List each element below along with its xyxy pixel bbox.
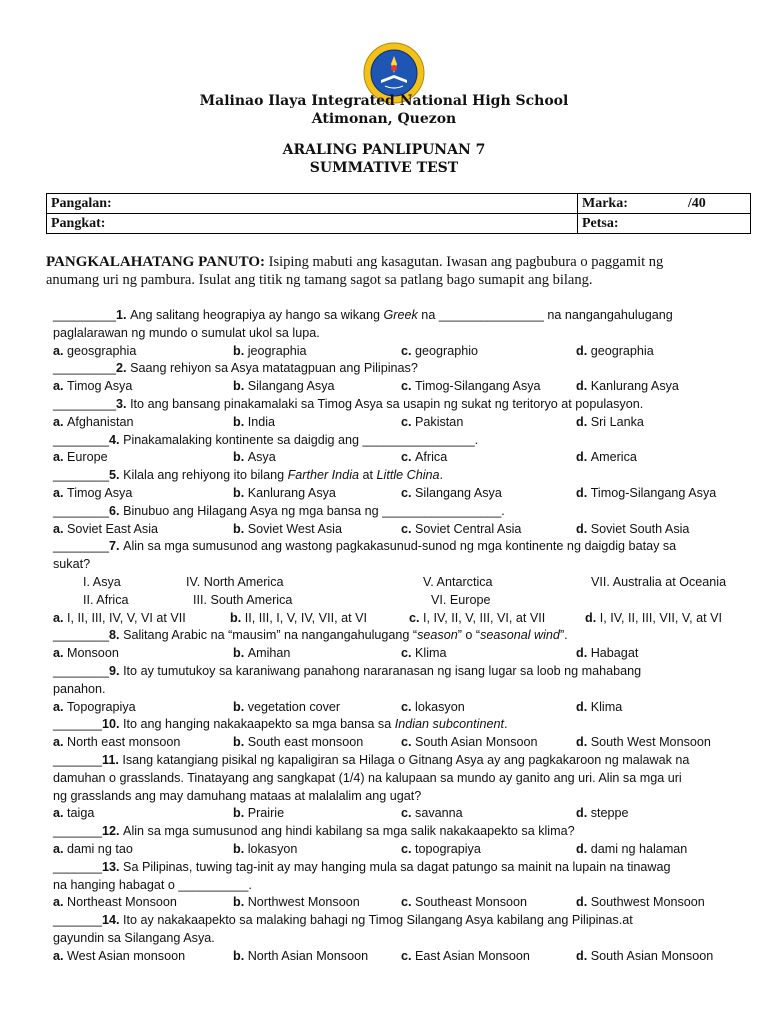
question-number: 12. (102, 824, 124, 839)
question-number: 9. (109, 664, 124, 678)
date-field[interactable]: Petsa: (578, 214, 751, 234)
section-field[interactable]: Pangkat: (47, 214, 578, 234)
continent-item: VI. Europe (431, 592, 491, 607)
question-number: 2. (116, 361, 131, 376)
question-12-text: _______12. Alin sa mga sumusunod ang hindi kabilang sa mga salik nakakaapekto sa klima? (53, 824, 575, 839)
answer-blank[interactable]: _______ (53, 824, 103, 839)
question-number: 7. (109, 539, 124, 554)
continent-item: I. Asya (83, 575, 121, 589)
option-d[interactable]: d. Habagat (576, 646, 639, 661)
question-1-text: paglalarawan ng mundo o sumulat ukol sa lupa. (53, 325, 320, 340)
option-b[interactable]: b. South east monsoon (233, 735, 364, 750)
option-d[interactable]: d. steppe (576, 806, 629, 821)
test-title: SUMMATIVE TEST (309, 160, 459, 176)
question-9-text: panahon. (53, 681, 106, 696)
question-number: 14. (102, 913, 124, 928)
answer-blank[interactable]: ________ (53, 432, 110, 447)
continent-item: IV. North America (186, 575, 284, 589)
option-a[interactable]: a. Northeast Monsoon (53, 895, 177, 910)
option-b[interactable]: b. Kanlurang Asya (233, 486, 336, 500)
option-d[interactable]: d. Kanlurang Asya (576, 379, 679, 394)
option-c[interactable]: c. Klima (401, 646, 447, 661)
option-b[interactable]: b. Soviet West Asia (233, 521, 342, 536)
option-b[interactable]: b. India (233, 414, 276, 429)
answer-blank[interactable]: _________ (53, 308, 117, 322)
option-d[interactable]: d. dami ng halaman (576, 842, 688, 856)
option-d[interactable]: d. South Asian Monsoon (576, 948, 714, 963)
general-directions: PANGKALAHATANG PANUTO: Isiping mabuti ang kasagutan. Iwasan ang pagbubura o paggamit ng anumang uri ng pambura. Isulat ang titik ng tamang sagot sa patlang bago sumapit ang bilang. (46, 254, 664, 288)
student-info-table (46, 193, 751, 234)
question-11-text: ng grasslands ang may damuhang mataas at malalalim ang ugat? (53, 788, 422, 803)
option-d[interactable]: d. Soviet South Asia (576, 521, 690, 536)
answer-blank[interactable]: ________ (53, 539, 110, 554)
option-a[interactable]: a. I, II, III, IV, V, VI at VII (53, 610, 186, 625)
question-number: 6. (109, 503, 124, 518)
option-c[interactable]: c. Southeast Monsoon (401, 895, 528, 910)
option-b[interactable]: b. vegetation cover (233, 699, 341, 714)
option-b[interactable]: b. Prairie (233, 806, 285, 821)
answer-blank[interactable]: _______ (53, 859, 103, 874)
option-d[interactable]: d. Southwest Monsoon (576, 895, 705, 910)
option-c[interactable]: c. topograpiya (401, 842, 481, 856)
question-number: 1. (116, 308, 131, 322)
option-c[interactable]: c. South Asian Monsoon (401, 735, 538, 750)
option-c[interactable]: c. Africa (401, 450, 448, 465)
question-number: 8. (109, 628, 124, 643)
question-1-text: _________1. Ang salitang heograpiya ay hango sa wikang Greek na _______________ na nangangahulugang (53, 308, 673, 322)
option-a[interactable]: a. dami ng tao (53, 842, 133, 856)
question-14-text: gayundin sa Silangang Asya. (53, 931, 215, 945)
option-b[interactable]: b. jeographia (233, 343, 307, 358)
option-b[interactable]: b. North Asian Monsoon (233, 948, 369, 963)
option-d[interactable]: d. Klima (576, 699, 623, 714)
answer-blank[interactable]: _______ (53, 753, 103, 767)
option-c[interactable]: c. East Asian Monsoon (401, 948, 530, 963)
answer-blank[interactable]: ________ (53, 468, 110, 483)
question-7-text: ________7. Alin sa mga sumusunod ang wastong pagkakasunud-sunod ng mga kontinente ng daigdig batay sa (53, 539, 677, 554)
option-c[interactable]: c. I, IV, II, V, III, VI, at VII (409, 610, 546, 625)
option-d[interactable]: d. America (576, 450, 637, 465)
question-11-text: damuhan o grasslands. Tinatayang ang sangkapat (1/4) na kalupaan sa mundo ay ganito ang uri. Alin sa mga uri (53, 770, 682, 785)
option-c[interactable]: c. Timog-Silangang Asya (401, 379, 541, 394)
option-c[interactable]: c. Silangang Asya (401, 486, 502, 500)
answer-blank[interactable]: ________ (53, 628, 110, 643)
option-b[interactable]: b. lokasyon (233, 842, 298, 856)
option-b[interactable]: b. Northwest Monsoon (233, 895, 360, 910)
answer-blank[interactable]: _______ (53, 913, 103, 928)
option-a[interactable]: a. taiga (53, 806, 95, 821)
question-3-text: _________3. Ito ang bansang pinakamalaki sa Timog Asya sa usapin ng sukat ng teritoryo at populasyon. (53, 397, 644, 411)
answer-blank[interactable]: _______ (53, 717, 103, 732)
question-2-text: _________2. Saang rehiyon sa Asya matatagpuan ang Pilipinas? (53, 361, 418, 376)
continent-item: V. Antarctica (423, 575, 493, 589)
option-c[interactable]: c. geographio (401, 343, 479, 358)
option-c[interactable]: c. Soviet Central Asia (401, 521, 522, 536)
option-a[interactable]: a. geosgraphia (53, 343, 137, 358)
option-b[interactable]: b. Asya (233, 450, 276, 465)
option-a[interactable]: a. Timog Asya (53, 379, 133, 394)
option-b[interactable]: b. II, III, I, V, IV, VII, at VI (230, 610, 367, 625)
option-b[interactable]: b. Silangang Asya (233, 379, 335, 394)
option-c[interactable]: c. Pakistan (401, 414, 464, 429)
question-11-text: _______11. Isang katangiang pisikal ng kapaligiran sa Hilaga o Gitnang Asya ay ang pagkakaroon ng malawak na (53, 753, 690, 767)
question-number: 13. (102, 859, 124, 874)
question-14-text: _______14. Ito ay nakakaapekto sa malaking bahagi ng Timog Silangang Asya kabilang ang Pilipinas.at (53, 913, 633, 928)
option-d[interactable]: d. South West Monsoon (576, 735, 711, 750)
continent-item: III. South America (193, 592, 293, 607)
question-5-text: ________5. Kilala ang rehiyong ito bilang Farther India at Little China. (53, 468, 444, 483)
question-7-text: sukat? (53, 557, 91, 572)
question-number: 11. (102, 753, 123, 767)
option-a[interactable]: a. Monsoon (53, 646, 119, 661)
question-6-text: ________6. Binubuo ang Hilagang Asya ng mga bansa ng _________________. (53, 503, 505, 518)
school-location: Atimonan, Quezon (311, 111, 457, 127)
question-number: 10. (102, 717, 124, 732)
option-b[interactable]: b. Amihan (233, 646, 291, 661)
answer-blank[interactable]: ________ (53, 503, 110, 518)
name-field[interactable]: Pangalan: (47, 194, 578, 214)
option-a[interactable]: a. Europe (53, 450, 108, 465)
option-d[interactable]: d. geographia (576, 343, 654, 358)
option-d[interactable]: d. I, IV, II, III, VII, V, at VI (585, 610, 722, 625)
school-name: Malinao Ilaya Integrated National High School (199, 93, 569, 109)
question-number: 3. (116, 397, 131, 411)
option-a[interactable]: a. Topograpiya (53, 699, 136, 714)
question-number: 4. (109, 432, 124, 447)
question-10-text: _______10. Ito ang hanging nakakaapekto sa mga bansa sa Indian subcontinent. (53, 717, 508, 732)
answer-blank[interactable]: _________ (53, 397, 117, 411)
option-a[interactable]: a. Afghanistan (53, 414, 134, 429)
option-c[interactable]: c. savanna (401, 806, 463, 821)
question-number: 5. (109, 468, 124, 483)
option-d[interactable]: d. Timog-Silangang Asya (576, 486, 717, 500)
question-13-text: na hanging habagat o __________. (53, 877, 252, 892)
question-8-text: ________8. Salitang Arabic na “mausim” na nangangahulugang “season” o “seasonal wind”. (53, 628, 568, 643)
question-9-text: ________9. Ito ay tumutukoy sa karaniwang panahong nararanasan ng isang lugar sa loob ng mahabang (53, 664, 642, 678)
option-a[interactable]: a. West Asian monsoon (53, 948, 186, 963)
answer-blank[interactable]: ________ (53, 664, 110, 678)
question-4-text: ________4. Pinakamalaking kontinente sa daigdig ang ________________. (53, 432, 479, 447)
option-a[interactable]: a. Soviet East Asia (53, 521, 159, 536)
continent-item: II. Africa (83, 592, 129, 607)
subject-title: ARALING PANLIPUNAN 7 (282, 142, 486, 158)
score-field[interactable]: Marka: /40 (578, 194, 751, 214)
option-d[interactable]: d. Sri Lanka (576, 414, 644, 429)
continent-item: VII. Australia at Oceania (591, 575, 727, 589)
option-a[interactable]: a. Timog Asya (53, 486, 133, 500)
option-a[interactable]: a. North east monsoon (53, 735, 181, 750)
question-13-text: _______13. Sa Pilipinas, tuwing tag-init ay may hanging mula sa dagat patungo sa mainit na lupain na tinawag (53, 859, 671, 874)
option-c[interactable]: c. lokasyon (401, 699, 465, 714)
answer-blank[interactable]: _________ (53, 361, 117, 376)
